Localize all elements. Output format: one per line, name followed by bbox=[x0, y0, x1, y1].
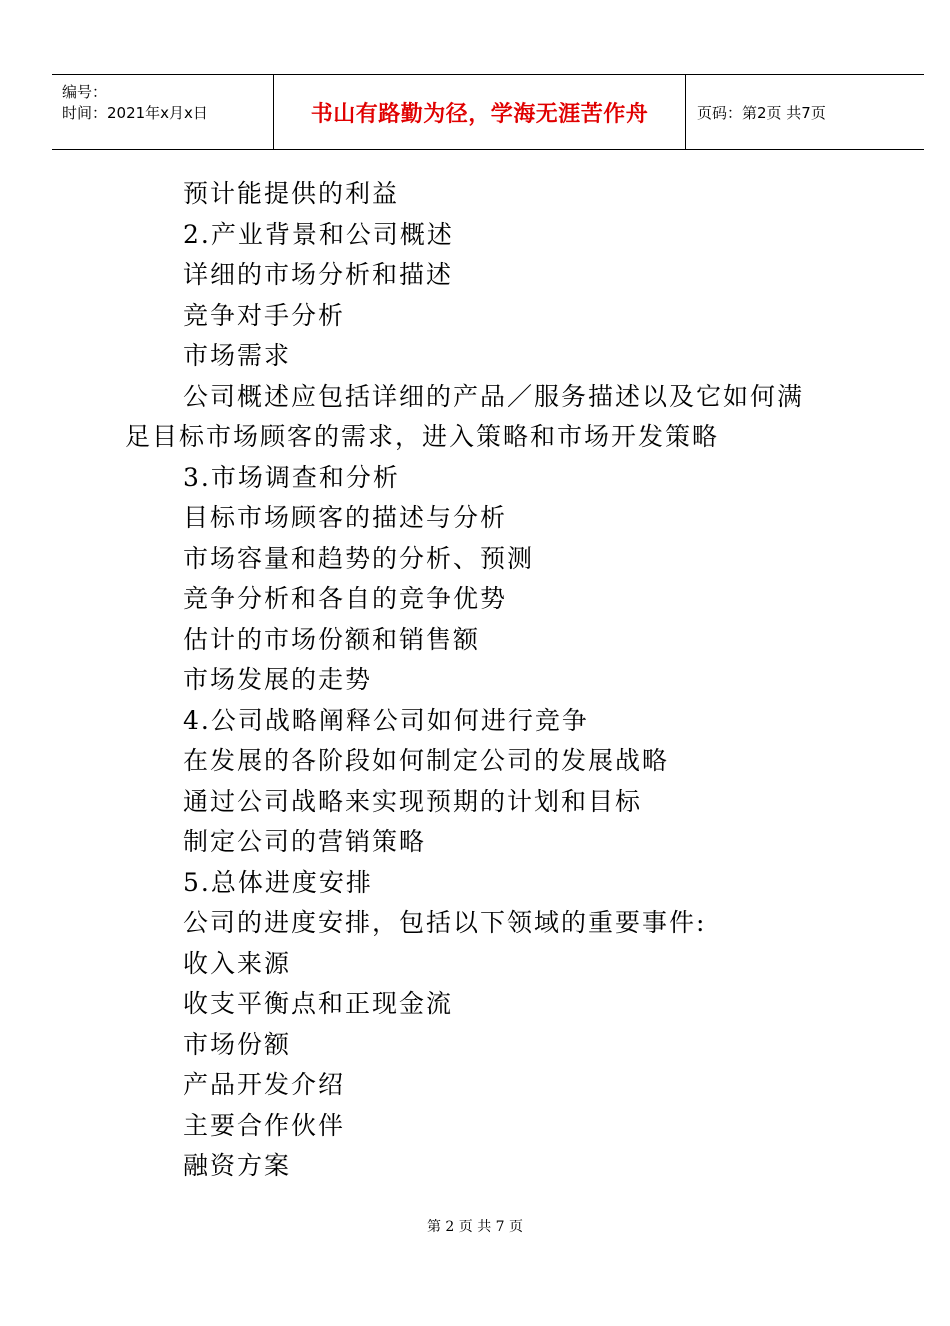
page-footer bbox=[0, 1216, 950, 1236]
body-line: 融资方案 bbox=[183, 1151, 292, 1180]
body-line: 产品开发介绍 bbox=[183, 1070, 346, 1099]
body-line: 在发展的各阶段如何制定公司的发展战略 bbox=[183, 746, 670, 775]
body-line: 详细的市场分析和描述 bbox=[183, 260, 454, 289]
body-line: 竞争对手分析 bbox=[183, 300, 346, 330]
header-page-info: 页码：第2页 共7页 bbox=[697, 103, 826, 122]
body-line: 市场容量和趋势的分析、预测 bbox=[183, 543, 535, 573]
body-line: 公司概述应包括详细的产品／服务描述以及它如何满 bbox=[183, 381, 805, 411]
body-line: 预计能提供的利益 bbox=[183, 179, 400, 208]
body-line: 主要合作伙伴 bbox=[183, 1110, 346, 1140]
header-motto: 书山有路勤为径，学海无涯苦作舟 bbox=[310, 101, 649, 127]
document-body bbox=[125, 174, 865, 1187]
body-line: 足目标市场顾客的需求，进入策略和市场开发策略 bbox=[125, 422, 720, 451]
body-line: 公司的进度安排，包括以下领域的重要事件: bbox=[183, 908, 707, 937]
body-line: 2.产业背景和公司概述 bbox=[183, 219, 454, 249]
body-line: 市场需求 bbox=[183, 341, 292, 370]
body-line: 估计的市场份额和销售额 bbox=[183, 624, 481, 654]
header-motto-cell bbox=[274, 75, 686, 149]
body-line: 5.总体进度安排 bbox=[183, 867, 373, 897]
body-line: 市场发展的走势 bbox=[183, 665, 373, 694]
body-line: 制定公司的营销策略 bbox=[183, 827, 427, 856]
page-header bbox=[52, 74, 924, 150]
body-line: 目标市场顾客的描述与分析 bbox=[183, 503, 508, 532]
body-line: 收入来源 bbox=[183, 948, 292, 978]
body-line: 竞争分析和各自的竞争优势 bbox=[183, 584, 508, 613]
document-number-label: 编号： bbox=[62, 83, 108, 101]
header-meta-cell bbox=[52, 75, 274, 149]
body-line: 3.市场调查和分析 bbox=[183, 462, 400, 492]
body-line: 市场份额 bbox=[183, 1029, 292, 1059]
footer-page-number: 第 2 页 共 7 页 bbox=[426, 1219, 524, 1235]
body-line: 通过公司战略来实现预期的计划和目标 bbox=[183, 786, 643, 816]
document-time-label: 时间：2021年x月x日 bbox=[62, 104, 208, 122]
body-line: 4.公司战略阐释公司如何进行竞争 bbox=[183, 705, 589, 735]
body-line: 收支平衡点和正现金流 bbox=[183, 989, 454, 1018]
